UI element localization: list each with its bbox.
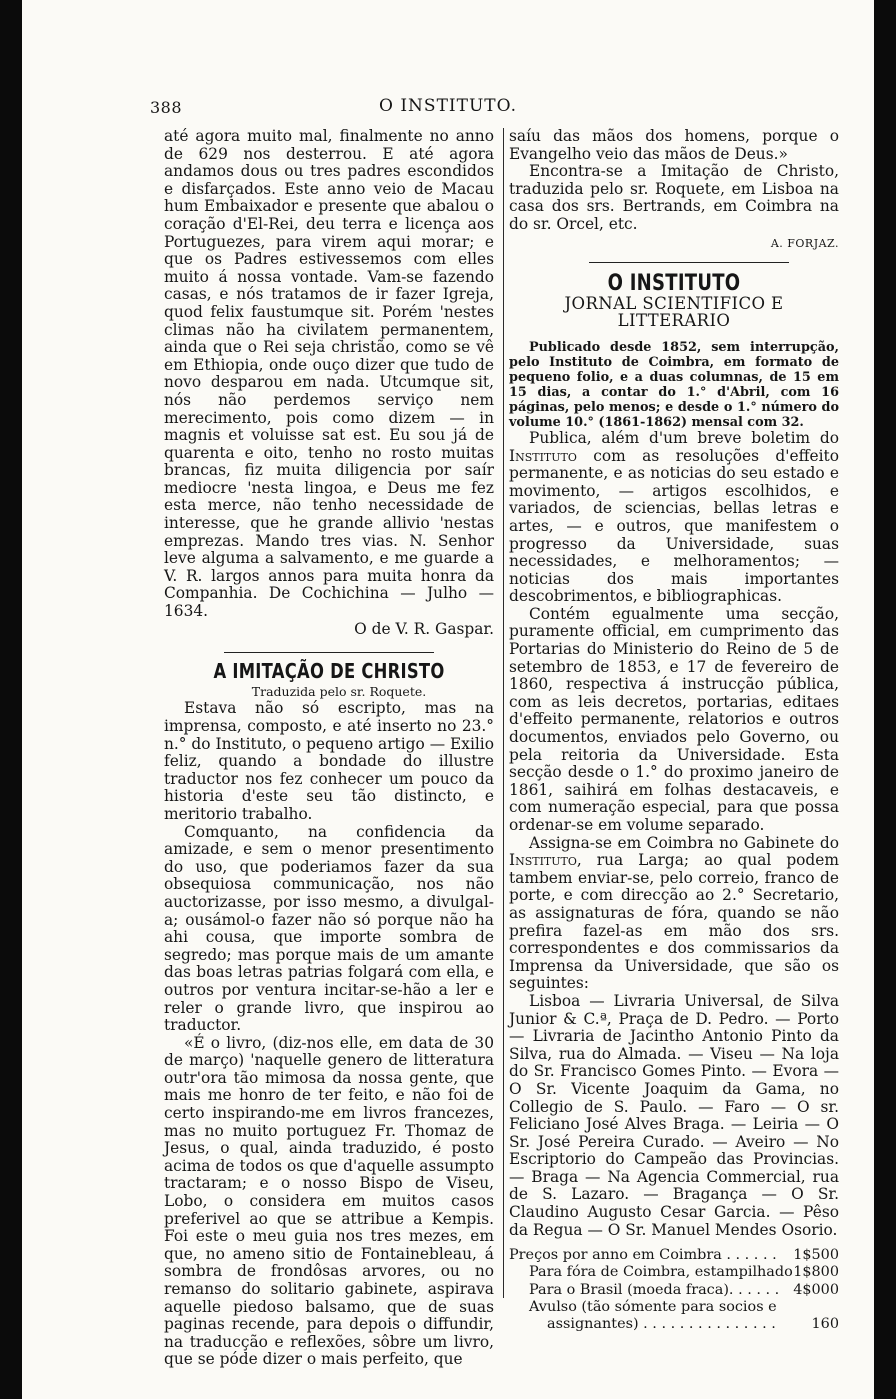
left-column [164,128,494,1369]
availability-paragraph: Encontra-se a Imitação de Christo, traduzida pelo sr. Roquete, em Lisboa na casa dos srs. Bertrands, em Coimbra na do sr. Orcel, etc. [509,162,839,233]
author-name: A. FORJAZ. [770,236,839,250]
section-divider [589,262,789,263]
price-row [509,1316,839,1333]
letter-signature: O de V. R. Gaspar. [354,619,494,638]
page-header [22,90,874,120]
price-value: 1$500 [793,1247,839,1264]
price-row [509,1299,839,1316]
letter-paragraph: até agora muito mal, finalmente no anno de 629 nos desterrou. E até agora andamos dous ou tres padres escondidos e disfarçados. Este anno veio de Macau hum Embaixador e presente que abalou o coração d'El-Rei, deu terra e licença aos Portuguezes, para virem aqui morar; e que os Padres estivessemos com elles muito á nossa vontade. Vam-se fazendo casas, e nós tratamos de ir fazer Igreja, quod felix faustumque sit. Porém 'nestes climas não ha civilatem permanentem, ainda que o Rei seja christão, como se vê em Ethiopia, onde ouço dizer que tudo de novo desparou em nada. Utcumque sit, nós não perdemos serviço nem merecimento, pois como dizem — in magnis et voluisse sat est. Eu sou já de quarenta e oito, tenho no rosto muitas brancas, fiz muita diligencia por saír mediocre 'nesta lingoa, e Deus me fez esta merce, não tenho necessidade de interesse, que he grande allivio 'nestas emprezas. Mando tres vias. N. Senhor leve alguma a salvamento, e me guarde a V. R. largos annos para muita honra da Companhia. De Cochichina — Julho — 1634. [164,127,494,621]
price-label: assignantes) . . . . . . . . . . . . . . . [547,1316,776,1333]
content-text: Assigna-se em Coimbra no Gabinete do [529,833,839,852]
content-text: , rua Larga; ao qual podem tambem enviar-se, pelo correio, franco de porte, e com direcção ao 2.° Secretario, as assignaturas de fóra, quando se não prefira fazel-as em mão dos srs. correspondentes e dos commissarios da Imprensa da Universidade, que são os seguintes: [509,851,839,993]
price-value: 4$000 [793,1281,839,1298]
section-divider [224,652,434,653]
journal-subtitle: JORNAL SCIENTIFICO E LITTERARIO [564,293,784,331]
price-label: Para fóra de Coimbra, estampilhado [529,1264,793,1281]
price-label: Avulso (tão sómente para socios e [529,1298,777,1315]
instituto-smallcaps: Instituto [509,446,577,465]
price-value: 160 [811,1316,839,1333]
author-signature [509,234,839,253]
price-list [509,1247,839,1333]
article-paragraph: Comquanto, na confidencia da amizade, e sem o menor presentimento do uso, que poderiamos fazer da sua obsequiosa communicação, nos não auctorizasse, por isso mesmo, a divulgal-a; ousámol-o fazer não só porque não ha ahi cousa, que importe sombra de segredo; mas porque mais de um amante das boas letras patrias folgará com ella, e outros por ventura incitar-se-hão a ler e reler o grande livro, que inspirou ao traductor. [164,822,494,1035]
price-row [509,1264,839,1281]
newspaper-page [22,0,874,1399]
price-label: Para o Brasil (moeda fraca). . . . . . [529,1281,780,1298]
subscription-paragraph [509,835,839,993]
publication-info: Publicado desde 1852, sem interrupção, pelo Instituto de Coimbra, em formato de pequeno folio, e a duas columnas, de 15 em 15 dias, a contar do 1.° d'Abril, com 16 páginas, pelo menos; e desde o 1.° número do volume 10.° (1861-1862) mensal com 32. [509,339,839,430]
running-title: O INSTITUTO. [379,96,517,116]
price-value: 1$800 [793,1264,839,1281]
article-title: A IMITAÇÃO DE CHRISTO [213,659,445,684]
price-label: Preços por anno em Coimbra . . . . . . [509,1247,777,1264]
agents-list: Lisboa — Livraria Universal, de Silva Junior & C.ª, Praça de D. Pedro. — Porto — Livraria de Jacintho Antonio Pinto da Silva, rua do Almada. — Viseu — Na loja do Sr. Francisco Gomes Pinto. — Evora — O Sr. Vicente Joaquim da Gama, no Collegio de S. Paulo. — Faro — O sr. Feliciano José Alves Braga. — Leiria — O Sr. José Pereira Curado. — Aveiro — No Escriptorio do Campeão das Provincias. — Braga — Na Agencia Commercial, rua de S. Lazaro. — Bragança — O Sr. Claudino Augusto Cesar Garcia. — Pêso da Regua — O Sr. Manuel Mendes Osorio. [509,991,839,1239]
article-subtitle: Traduzida pelo sr. Roquete. [251,683,427,699]
price-row [509,1282,839,1299]
article-continuation: saíu das mãos dos homens, porque o Evangelho veio das mãos de Deus.» [509,127,839,163]
content-text: Publica, além d'um breve boletim do [529,428,839,447]
content-paragraph [509,430,839,606]
column-divider [503,128,504,1298]
content-text: com as resoluções d'effeito permanente, e as noticias do seu estado e movimento, — artigos escolhidos, e variados, de sciencias, bellas letras e artes, — e outros, que manifestem o progresso da Universidade, suas necessidades, e melhoramentos; — noticias dos mais importantes descobrimentos, e bibliographicas. [509,446,839,606]
official-section-paragraph: Contém egualmente uma secção, puramente official, em cumprimento das Portarias do Ministerio do Reino de 5 de setembro de 1853, e 17 de fevereiro de 1860, respectiva á instrucção pública, com as leis decretos, portarias, editaes d'effeito permanente, relatorios e outros documentos, enviados pelo Governo, ou pela reitoria da Universidade. Esta secção desde o 1.° do proximo janeiro de 1861, saihirá em folhas destacaveis, e com numeração especial, para que possa ordenar-se em volume separado. [509,604,839,834]
right-column [509,128,839,1333]
article-paragraph: «É o livro, (diz-nos elle, em data de 30 de março) 'naquelle genero de litteratura outr'ora tão mimosa da nossa gente, que mais me honro de ter feito, e não foi de certo inspirando-me em livros francezes, mas no muito portuguez Fr. Thomaz de Jesus, o qual, ainda traduzido, é posto acima de todos os que d'aquelle assumpto tractaram; e o nosso Bispo de Viseu, Lobo, o considera em muitos casos preferivel ao que se attribue a Kempis. Foi este o meu guia nos tres mezes, em que, no ameno sitio de Fontainebleau, á sombra de frondôsas arvores, ou no remanso do solitario gabinete, aspirava aquelle piedoso balsamo, que de suas paginas recende, para depois o diffundir, na traducção e reflexões, sôbre um livro, que se póde dizer o mais perfeito, que [164,1033,494,1369]
journal-title: O INSTITUTO [607,271,741,297]
instituto-smallcaps: Instituto [509,851,577,870]
article-paragraph: Estava não só escripto, mas na imprensa, composto, e até inserto no 23.° n.° do Instituto, o pequeno artigo — Exilio feliz, quando a bondade do illustre traductor nos fez conhecer um pouco da historia d'este seu tão distincto, e meritorio trabalho. [164,699,494,823]
price-row [509,1247,839,1264]
page-number: 388 [150,98,183,117]
